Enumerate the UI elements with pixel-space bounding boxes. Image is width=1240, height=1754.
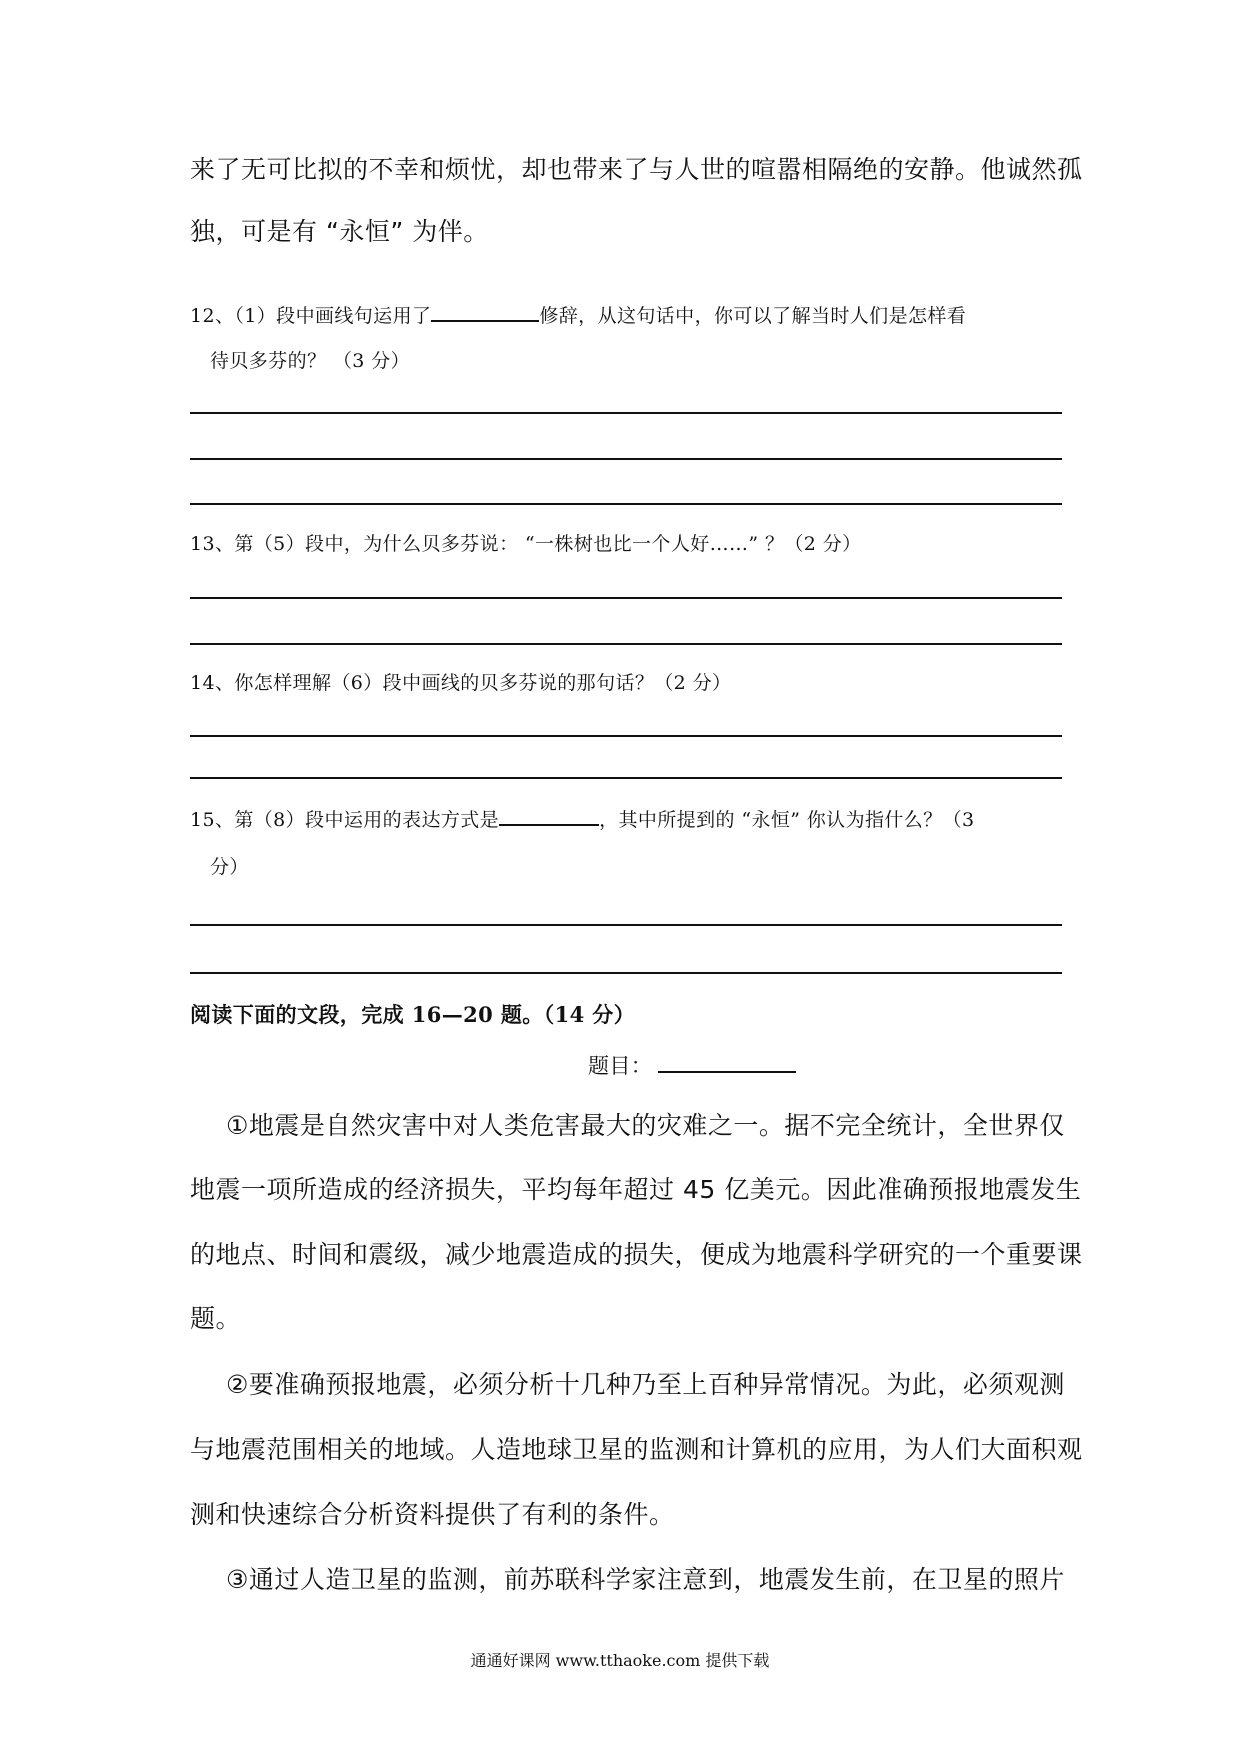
paragraph-line: 题。 [190,1304,242,1333]
question-14: 14、你怎样理解（6）段中画线的贝多芬说的那句话？（2 分） [190,672,732,694]
question-12-text-a: 12、（1）段中画线句运用了 [190,305,432,327]
question-12-text-b: 修辞，从这句话中，你可以了解当时人们是怎样看 [539,305,967,327]
passage-line: 独，可是有 “永恒” 为伴。 [190,217,489,246]
question-15-text-b: ，其中所提到的 “永恒” 你认为指什么？（3 [599,809,975,831]
answer-blank[interactable] [499,823,599,826]
paragraph-line: 与地震范围相关的地域。人造地球卫星的监测和计算机的应用，为人们大面积观 [190,1435,1083,1464]
answer-line[interactable] [190,597,1062,599]
question-15-text-c: 分） [210,856,249,878]
title-label: 题目： [588,1054,653,1078]
title-blank[interactable] [658,1070,796,1073]
answer-line[interactable] [190,412,1062,414]
section-heading: 阅读下面的文段，完成 16—20 题。（14 分） [190,1002,636,1027]
page-footer: 通通好课网 www.tthaoke.com 提供下载 [470,1651,770,1670]
paragraph-line: 的地点、时间和震级，减少地震造成的损失，便成为地震科学研究的一个重要课 [190,1240,1083,1269]
answer-line[interactable] [190,777,1062,779]
answer-blank[interactable] [431,319,539,322]
question-12-text-c: 待贝多芬的？ （3 分） [210,350,410,372]
paragraph-line: ②要准确预报地震，必须分析十几种乃至上百种异常情况。为此，必须观测 [226,1370,1065,1399]
answer-line[interactable] [190,972,1062,974]
paragraph-line: ①地震是自然灾害中对人类危害最大的灾难之一。据不完全统计，全世界仅 [226,1111,1065,1140]
question-15-text-a: 15、第（8）段中运用的表达方式是 [190,809,500,831]
answer-line[interactable] [190,643,1062,645]
paragraph-line: 测和快速综合分析资料提供了有利的条件。 [190,1500,675,1529]
answer-line[interactable] [190,735,1062,737]
question-12 [190,301,966,328]
answer-line[interactable] [190,458,1062,460]
answer-line[interactable] [190,924,1062,926]
answer-line[interactable] [190,503,1062,505]
question-13: 13、第（5）段中，为什么贝多芬说： “一株树也比一个人好……” ？（2 分） [190,533,862,555]
passage-line: 来了无可比拟的不幸和烦忧，却也带来了与人世的喧嚣相隔绝的安静。他诚然孤 [190,155,1083,184]
paragraph-line: ③通过人造卫星的监测，前苏联科学家注意到，地震发生前，在卫星的照片 [226,1565,1065,1594]
question-15 [190,805,974,832]
title-field [588,1050,796,1080]
paragraph-line: 地震一项所造成的经济损失，平均每年超过 45 亿美元。因此准确预报地震发生 [190,1175,1082,1204]
